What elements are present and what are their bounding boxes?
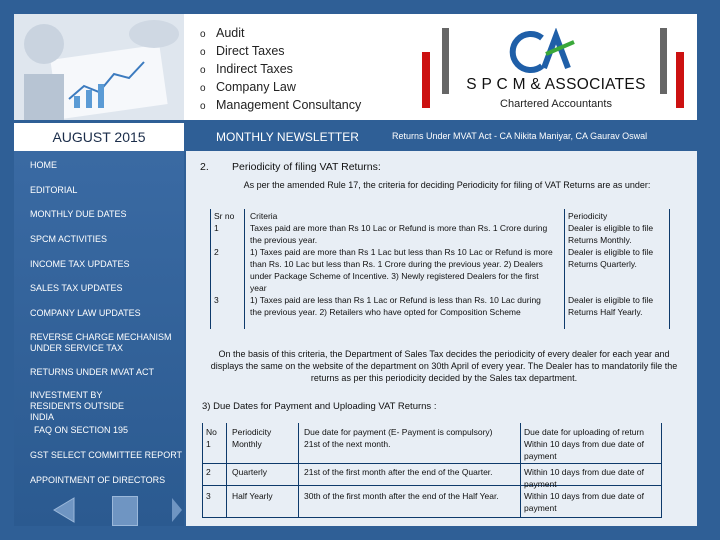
table-cell: 21st of the first month after the end of the Quarter.: [304, 467, 493, 477]
sidebar-item-editorial[interactable]: EDITORIAL: [30, 185, 78, 195]
firm-tagline: Chartered Accountants: [500, 98, 612, 110]
table-header: Due date for uploading of return: [524, 427, 645, 437]
service-item: o Management Consultancy: [200, 98, 362, 112]
home-button[interactable]: [112, 496, 138, 526]
header-photo: [14, 14, 184, 120]
table-cell: Within 10 days from due date of payment: [524, 467, 645, 489]
table-cell: 30th of the first month after the end of the Half Year.: [304, 491, 499, 501]
table-header: Periodicity: [568, 211, 608, 221]
newsletter-label: MONTHLY NEWSLETTER: [186, 123, 396, 151]
service-item: o Audit: [200, 26, 245, 40]
logo-bar-red-right: [676, 52, 684, 108]
logo-bar-red-left: [422, 52, 430, 108]
section-3-heading: 3) Due Dates for Payment and Uploading VAT Returns :: [202, 401, 437, 412]
table-header: No: [206, 427, 217, 437]
table-cell: 2: [206, 467, 211, 477]
table-cell: Quarterly: [232, 467, 267, 477]
chart-photo-icon: [14, 14, 184, 120]
sidebar-item-returns-under-mvat[interactable]: RETURNS UNDER MVAT ACT: [30, 367, 155, 377]
sidebar-nav: [14, 151, 184, 526]
logo-bar-grey-right: [660, 28, 667, 94]
sidebar-item-sales-tax-updates[interactable]: SALES TAX UPDATES: [30, 283, 123, 293]
sidebar-item-investment-outside-india[interactable]: INVESTMENT BY RESIDENTS OUTSIDE INDIA: [30, 390, 125, 422]
sidebar-item-company-law-updates[interactable]: COMPANY LAW UPDATES: [30, 308, 141, 318]
table-header: Sr no: [214, 211, 235, 221]
article-title: Returns Under MVAT Act - CA Nikita Maniyar, CA Gaurav Oswal: [392, 123, 697, 151]
section-2-heading: Periodicity of filing VAT Returns:: [232, 161, 381, 173]
sidebar-item-monthly-due-dates[interactable]: MONTHLY DUE DATES: [30, 209, 127, 219]
sidebar-item-appointment-of-directors[interactable]: APPOINTMENT OF DIRECTORS: [30, 475, 166, 485]
service-item: o Indirect Taxes: [200, 62, 293, 76]
table-cell: Dealer is eligible to file Returns Monthly.: [568, 223, 654, 245]
periodicity-paragraph: On the basis of this criteria, the Department of Sales Tax decides the periodicity of every dealer for each year and displays the same on the website of the department on 30th April of every year. The Dealer has to mandatorily file the returns as per this periodicity decided by the Sales tax department.: [210, 349, 678, 383]
table-cell: 3: [214, 295, 219, 305]
prev-page-arrow-icon[interactable]: [50, 496, 78, 524]
service-item: o Company Law: [200, 80, 296, 94]
section-2-intro: As per the amended Rule 17, the criteria for deciding Periodicity for filing of VAT Returns are as under:: [243, 180, 651, 190]
issue-month: AUGUST 2015: [14, 123, 184, 151]
table-header: Criteria: [250, 211, 278, 221]
table-cell: Dealer is eligible to file Returns Quarterly.: [568, 247, 654, 269]
table-cell: 3: [206, 491, 211, 501]
table-cell: 1: [206, 439, 211, 449]
table-cell: Monthly: [232, 439, 262, 449]
table-cell: Dealer is eligible to file Returns Half Yearly.: [568, 295, 654, 317]
table-cell: Within 10 days from due date of payment: [524, 491, 645, 513]
table-cell: 2: [214, 247, 219, 257]
ca-logo-icon: [508, 28, 578, 76]
table-cell: 1) Taxes paid are more than Rs 1 Lac but less than Rs 10 Lac or Refund is more than Rs. 10 Lac but less than Rs. 1 Crore during the previous year. 2) Dealers under Package Scheme of Incentive. 3) Newly registered Dealers for the first year: [250, 247, 553, 293]
logo-bar-grey-left: [442, 28, 449, 94]
table-cell: Taxes paid are more than Rs 10 Lac or Refund is more than Rs. 1 Crore during the previous year.: [250, 223, 548, 245]
table-cell: Within 10 days from due date of payment: [524, 439, 645, 461]
next-page-arrow-icon[interactable]: [172, 496, 182, 524]
table-header: Due date for payment (E- Payment is compulsory): [304, 427, 493, 437]
sidebar-item-reverse-charge[interactable]: REVERSE CHARGE MECHANISM UNDER SERVICE TAX: [30, 332, 172, 353]
table-header: Periodicity: [232, 427, 272, 437]
sidebar-item-income-tax-updates[interactable]: INCOME TAX UPDATES: [30, 259, 130, 269]
table-cell: 1) Taxes paid are less than Rs 1 Lac or Refund is less than Rs. 10 Lac during the previous year. 2) Retailers who have opted for Composition Scheme: [250, 295, 541, 317]
sidebar-item-home[interactable]: HOME: [30, 160, 57, 170]
firm-name: S P C M & ASSOCIATES: [466, 76, 646, 93]
newsletter-header: [14, 14, 697, 120]
section-2-number: 2.: [200, 161, 209, 173]
sidebar-item-gst-committee-report[interactable]: GST SELECT COMMITTEE REPORT: [30, 450, 183, 460]
table-cell: 21st of the next month.: [304, 439, 391, 449]
table-cell: 1: [214, 223, 219, 233]
sidebar-item-faq-section-195[interactable]: FAQ ON SECTION 195: [34, 425, 129, 435]
service-item: o Direct Taxes: [200, 44, 285, 58]
article-content: [186, 151, 697, 526]
sidebar-item-spcm-activities[interactable]: SPCM ACTIVITIES: [30, 234, 108, 244]
table-cell: Half Yearly: [232, 491, 273, 501]
services-list: [200, 24, 361, 114]
